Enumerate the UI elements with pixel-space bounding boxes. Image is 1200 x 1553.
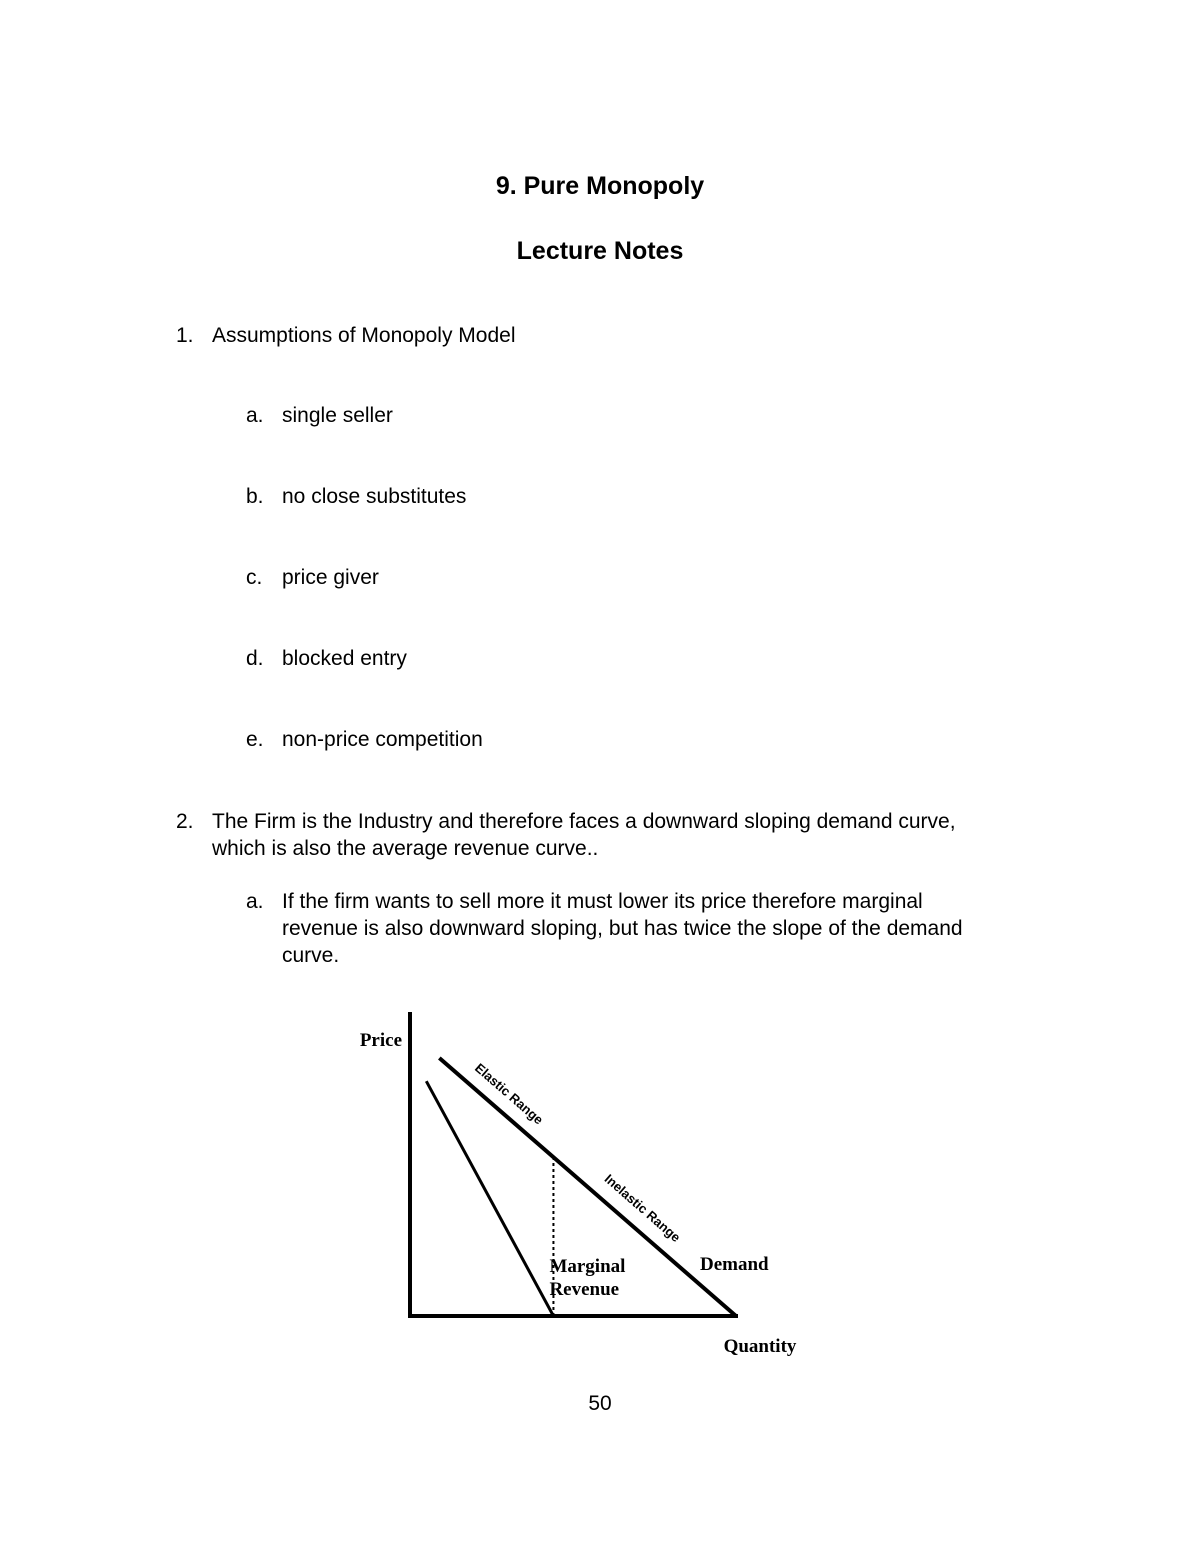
item-1b-text: no close substitutes xyxy=(282,485,467,508)
item-1a-letter: a. xyxy=(246,404,264,427)
item-2a-line-2: revenue is also downward sloping, but has twice the slope of the demand xyxy=(282,917,963,940)
marginal-revenue-label-line-2: Revenue xyxy=(549,1279,620,1300)
marginal-revenue-label-line-1: Marginal xyxy=(549,1256,626,1277)
page-title: 9. Pure Monopoly xyxy=(495,172,705,200)
item-1e-text: non-price competition xyxy=(282,728,483,751)
page-subtitle: Lecture Notes xyxy=(516,237,684,265)
page-number: 50 xyxy=(588,1392,612,1415)
item-1d-text: blocked entry xyxy=(282,647,407,670)
item-2a-paragraph xyxy=(282,888,1072,969)
section-1-heading: Assumptions of Monopoly Model xyxy=(212,324,516,347)
item-1c-letter: c. xyxy=(246,566,263,589)
elastic-range-label: Elastic Range xyxy=(472,1060,547,1128)
item-2a-line-3: curve. xyxy=(282,944,340,967)
inelastic-range-label: Inelastic Range xyxy=(601,1171,684,1246)
item-2a-letter: a. xyxy=(246,890,264,913)
item-1d-letter: d. xyxy=(246,647,264,670)
item-2a-line-1: If the firm wants to sell more it must lower its price therefore marginal xyxy=(282,890,923,913)
item-1a-text: single seller xyxy=(282,404,393,427)
section-2-line-1: The Firm is the Industry and therefore faces a downward sloping demand curve, xyxy=(212,810,956,833)
item-1c-text: price giver xyxy=(282,566,379,589)
section-2-number: 2. xyxy=(176,810,194,833)
section-2-line-2: which is also the average revenue curve.. xyxy=(212,837,599,860)
y-axis-label: Price xyxy=(359,1030,402,1051)
item-1e-letter: e. xyxy=(246,728,264,751)
section-1-number: 1. xyxy=(176,324,194,347)
monopoly-demand-chart xyxy=(340,1000,820,1370)
section-2-paragraph xyxy=(212,808,1072,862)
item-1b-letter: b. xyxy=(246,485,264,508)
x-axis-label: Quantity xyxy=(723,1336,797,1357)
demand-label: Demand xyxy=(700,1254,769,1275)
